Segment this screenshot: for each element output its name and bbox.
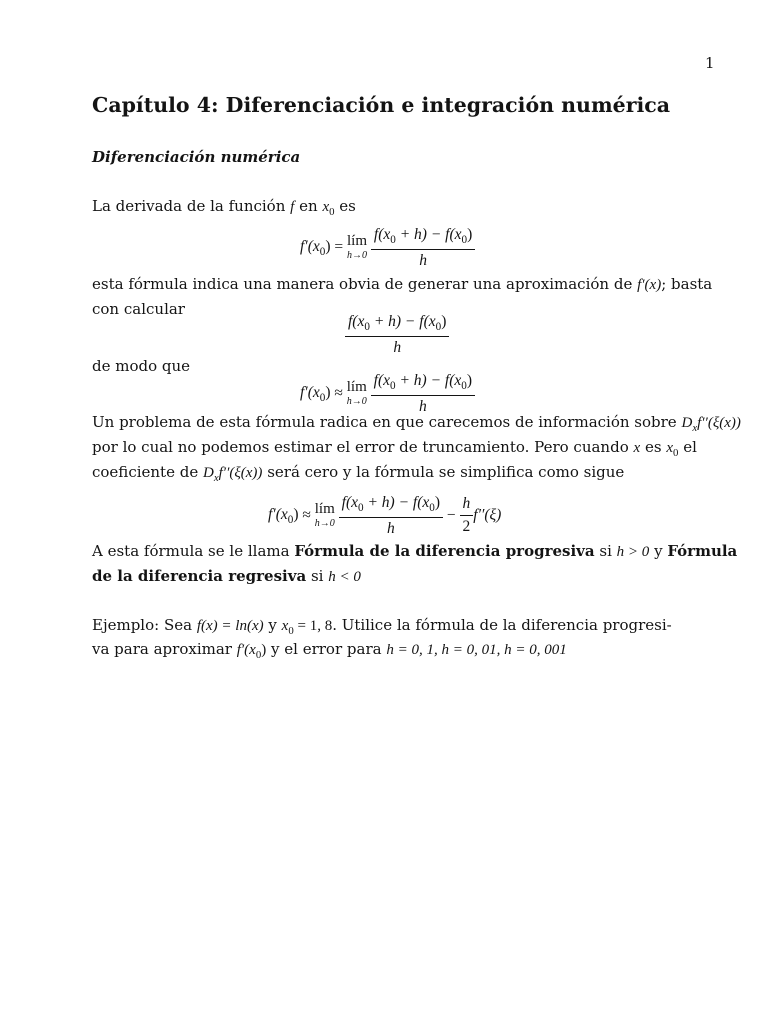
example-line1: Ejemplo: Sea f(x) = ln(x) y $x_0 = 1$, 8. Utilice la fórmula de la diferencia progresi- — [92, 616, 672, 637]
paragraph-problem-line2: por lo cual no podemos estimar el error de truncamiento. Pero cuando x es $x_0$ el — [92, 438, 697, 459]
equation-approximation: $f'(x_0)$ ≈ lím h→0 $\frac{f(x_0 + h) - f(x_0)}{h}$ — [300, 372, 475, 416]
paragraph-approximation-line2: con calcular — [92, 300, 185, 318]
chapter-title: Capítulo 4: Diferenciación e integración numérica — [92, 93, 671, 117]
equation-forward-difference: $f'(x_0)$ ≈ lím h→0 $\frac{f(x_0 + h) - f(x_0)}{h}$ − $\frac{h}{2}$ f′′(ξ) — [268, 494, 502, 537]
paragraph-formula-names-line2: de la diferencia regresiva si h < 0 — [92, 567, 361, 585]
text: La derivada de la función — [92, 197, 286, 215]
page-number: 1 — [705, 54, 715, 72]
text: en — [299, 197, 318, 215]
difference-quotient: $\frac{f(x_0 + h) - f(x_0)}{h}$ — [371, 226, 475, 270]
text: es — [339, 197, 356, 215]
math-fprime-x: f′(x) — [637, 277, 662, 293]
limit-operator: lím h→0 — [347, 233, 368, 262]
math-f: f — [290, 199, 295, 215]
paragraph-problem-line1: Un problema de esta fórmula radica en que carecemos de información sobre $D_xf''(\xi(x))$ — [92, 413, 741, 434]
equation-difference-quotient: $\frac{f(x_0 + h) - f(x_0)}{h}$ — [345, 313, 449, 357]
paragraph-formula-names-line1: A esta fórmula se le llama Fórmula de la diferencia progresiva si h > 0 y Fórmula — [92, 542, 738, 560]
paragraph-problem-line3: coeficiente de $D_xf''(\xi(x))$ será cero y la fórmula se simplifica como sigue — [92, 463, 625, 484]
half-h-fraction: $\frac{h}{2}$ — [460, 495, 474, 536]
paragraph-so-that: de modo que — [92, 357, 191, 375]
section-title: Diferenciación numérica — [92, 148, 301, 166]
equation-derivative-definition: $f'(x_0)$ = lím h→0 $\frac{f(x_0 + h) - f(x_0)}{h}$ — [300, 226, 475, 270]
paragraph-approximation: esta fórmula indica una manera obvia de generar una aproximación de f′(x); basta — [92, 275, 713, 293]
example-line2: va para aproximar $f'(x_0)$ y el error para h = 0, 1, h = 0, 01, h = 0, 001 — [92, 640, 567, 661]
math-x0: $x_0$ — [322, 199, 335, 218]
paragraph-derivative-intro — [92, 197, 356, 218]
